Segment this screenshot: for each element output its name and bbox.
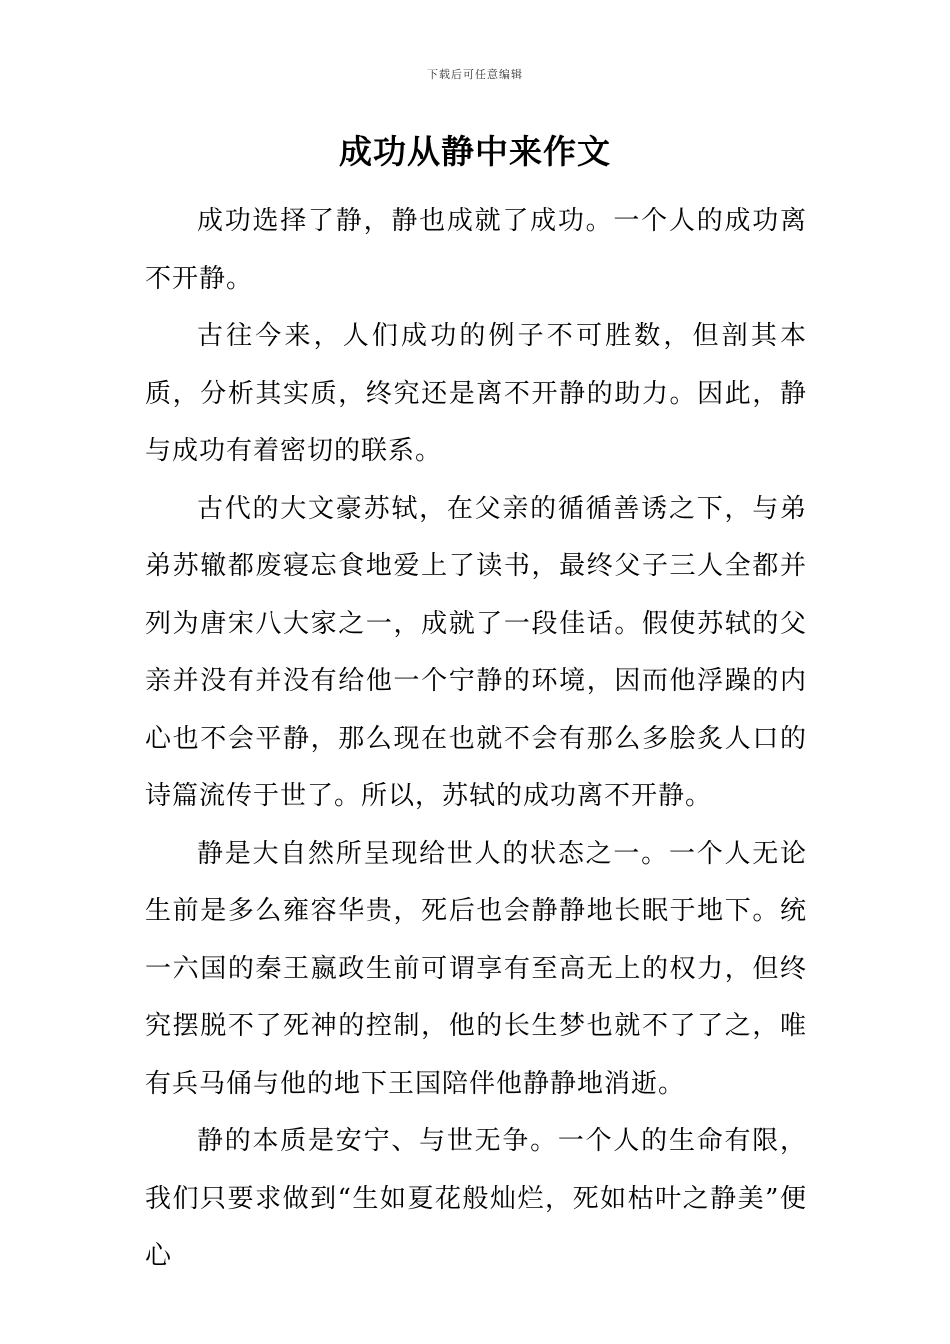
paragraph-4: 静是大自然所呈现给世人的状态之一。一个人无论生前是多么雍容华贵，死后也会静静地长眠于地下。统一六国的秦王嬴政生前可谓享有至高无上的权力，但终究摆脱不了死神的控制，他的长生梦也就不了了之，唯有兵马俑与他的地下王国陪伴他静静地消逝。 [145, 838, 807, 1099]
paragraph-2: 古往今来，人们成功的例子不可胜数，但剖其本质，分析其实质，终究还是离不开静的助力。因此，静与成功有着密切的联系。 [145, 321, 807, 466]
paragraph-3: 古代的大文豪苏轼，在父亲的循循善诱之下，与弟弟苏辙都废寝忘食地爱上了读书，最终父子三人全都并列为唐宋八大家之一，成就了一段佳话。假使苏轼的父亲并没有并没有给他一个宁静的环境，因而他浮躁的内心也不会平静，那么现在也就不会有那么多脍炙人口的诗篇流传于世了。所以，苏轼的成功离不开静。 [145, 493, 807, 811]
page-title: 成功从静中来作文 [339, 132, 611, 171]
paragraph-5: 静的本质是安宁、与世无争。一个人的生命有限，我们只要求做到“生如夏花般灿烂，死如枯叶之静美”便心 [145, 1126, 807, 1271]
document-body [145, 193, 807, 1286]
header-note: 下载后可任意编辑 [427, 68, 523, 81]
paragraph-1: 成功选择了静，静也成就了成功。一个人的成功离不开静。 [145, 206, 807, 294]
